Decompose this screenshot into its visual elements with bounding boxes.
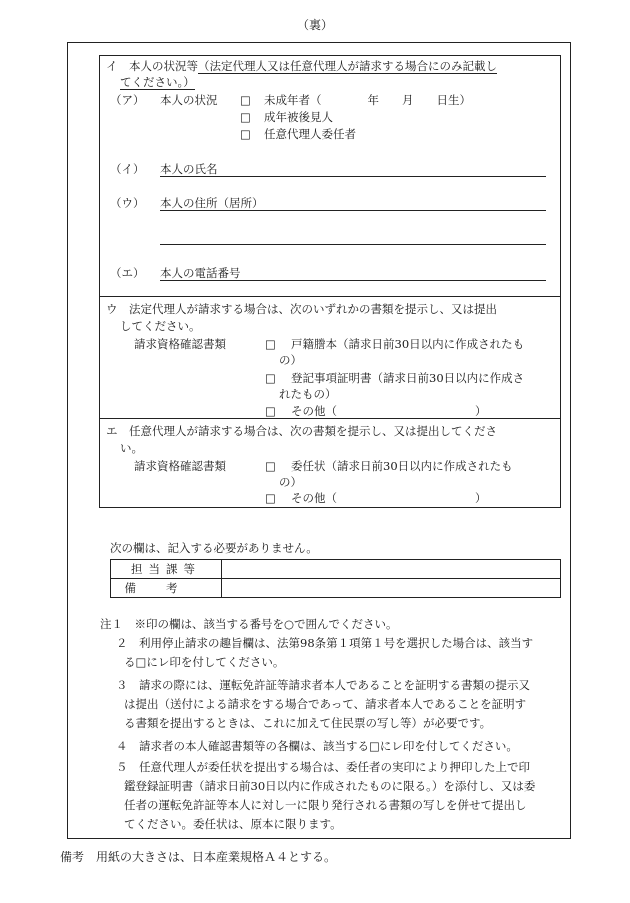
doc-option-other[interactable]: □ その他（ ） <box>265 404 487 418</box>
status-option-principal[interactable]: □ 任意代理人委任者 <box>240 127 356 141</box>
doc-option-registry-cont: れたもの） <box>279 387 337 401</box>
paper-size-remark: 備考 用紙の大きさは、日本産業規格Ａ４とする。 <box>60 850 337 864</box>
section-i-title-cont: てください。） <box>120 75 195 89</box>
doc-option-koseki[interactable]: □ 戸籍謄本（請求日前30日以内に作成されたも <box>265 337 525 351</box>
page-side-label: （裏） <box>296 18 333 32</box>
item-d-label: （エ） <box>110 266 145 280</box>
section-u-text: ウ 法定代理人が請求する場合は、次のいずれかの書類を提示し、又は提出 <box>106 302 497 316</box>
status-option-minor[interactable]: □ 未成年者（ 年 月 日生） <box>240 93 471 107</box>
department-cell <box>222 560 560 578</box>
checkbox-icon[interactable]: □ <box>240 93 251 107</box>
item-b-text: 本人の氏名 <box>160 162 218 176</box>
docs-label: 請求資格確認書類 <box>134 459 226 473</box>
table-row <box>111 560 560 579</box>
item-c-text: 本人の住所（居所） <box>160 196 264 210</box>
item-b-label: （イ） <box>110 162 145 176</box>
docs-label: 請求資格確認書類 <box>134 337 226 351</box>
note-2-cont: る□にレ印を付してください。 <box>124 655 285 669</box>
item-c-label: （ウ） <box>110 196 145 210</box>
note-2: ２ 利用停止請求の趣旨欄は、法第98条第１項第１号を選択した場合は、該当す <box>116 636 534 650</box>
doc-option-other[interactable]: □ その他（ ） <box>265 491 487 505</box>
checkbox-icon[interactable]: □ <box>265 459 276 473</box>
row-header-department: 担当課等 <box>111 560 222 578</box>
note-5-cont: 鑑登録証明書（請求日前30日以内に作成されたものに限る。）を添付し、又は委 <box>124 779 536 793</box>
note-5-cont2: 任者の運転免許証等本人に対し一に限り発行される書類の写しを併せて提出し <box>124 798 527 812</box>
row-header-remarks: 備考 <box>111 579 222 597</box>
doc-option-power-of-attorney[interactable]: □ 委任状（請求日前30日以内に作成されたも <box>265 459 513 473</box>
note-5-cont3: てください。委任状は、原本に限ります。 <box>124 817 342 831</box>
checkbox-icon[interactable]: □ <box>265 404 276 418</box>
section-e-text-cont: い。 <box>120 441 143 455</box>
doc-option-poa-cont: の） <box>279 475 302 489</box>
table-row <box>111 579 560 597</box>
office-caption: 次の欄は、記入する必要がありません。 <box>110 541 318 555</box>
section-i-title: イ 本人の状況等（法定代理人又は任意代理人が請求する場合にのみ記載し <box>106 59 497 73</box>
checkbox-icon[interactable]: □ <box>240 110 251 124</box>
office-use-table <box>110 559 561 598</box>
remarks-cell <box>222 579 560 597</box>
section-u-text-cont: してください。 <box>120 319 201 333</box>
doc-option-koseki-cont: の） <box>279 353 302 367</box>
note-4: ４ 請求者の本人確認書類等の各欄は、該当する□にレ印を付してください。 <box>116 739 518 753</box>
doc-option-registry[interactable]: □ 登記事項証明書（請求日前30日以内に作成さ <box>265 371 525 385</box>
checkbox-icon[interactable]: □ <box>265 337 276 351</box>
status-option-adult-ward[interactable]: □ 成年被後見人 <box>240 110 333 124</box>
checkbox-icon[interactable]: □ <box>265 491 276 505</box>
phone-field[interactable] <box>160 280 546 281</box>
section-e-text: エ 任意代理人が請求する場合は、次の書類を提示し、又は提出してくださ <box>106 424 497 438</box>
item-d-text: 本人の電話番号 <box>160 266 241 280</box>
note-3-cont2: る書類を提出するときは、これに加えて住民票の写し等）が必要です。 <box>124 716 492 730</box>
address-field[interactable] <box>160 210 546 211</box>
note-1: 注１ ※印の欄は、該当する番号を○で囲んでください。 <box>100 617 398 631</box>
note-3-cont: は提出（送付による請求をする場合であって、請求者本人であることを証明す <box>124 697 527 711</box>
checkbox-icon[interactable]: □ <box>265 371 276 385</box>
item-a-text: 本人の状況 <box>160 93 218 107</box>
item-a-label: （ア） <box>110 93 145 107</box>
note-3: ３ 請求の際には、運転免許証等請求者本人であることを証明する書類の提示又 <box>116 678 530 692</box>
name-field[interactable] <box>160 176 546 177</box>
note-5: ５ 任意代理人が委任状を提出する場合は、委任者の実印により押印した上で印 <box>116 760 530 774</box>
address-field-line2[interactable] <box>160 244 546 245</box>
checkbox-icon[interactable]: □ <box>240 127 251 141</box>
